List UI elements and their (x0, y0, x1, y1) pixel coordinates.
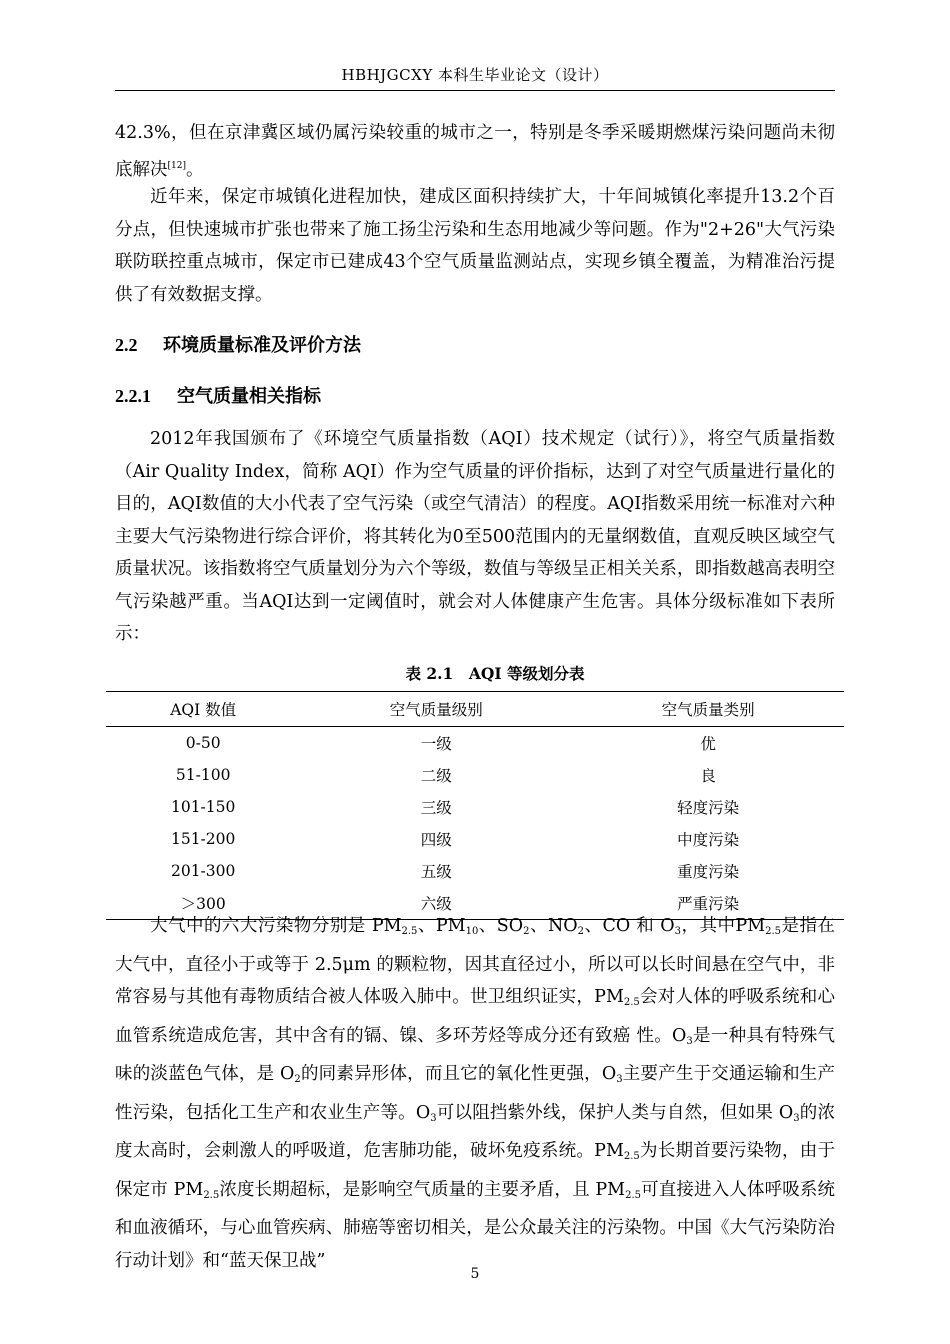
p4-text: 的同素异形体，而且它的氧化性更强，O (300, 1064, 617, 1084)
subscript: 3 (616, 1074, 623, 1085)
cell-level: 四级 (420, 831, 452, 849)
p4-text: 是一种具有特殊气味的淡蓝色气体，是 O (115, 1025, 835, 1084)
p4-text: 主要产生于交通运输和生产性污染，包括化工生产和农业生产等。O (115, 1064, 835, 1123)
paragraph-4 (115, 910, 835, 1277)
p4-text: 、CO 和 O (584, 916, 675, 936)
cell-aqi-range: 201-300 (170, 862, 236, 880)
cell-level: 二级 (420, 767, 452, 785)
p4-text: 、NO (529, 916, 578, 936)
p4-text: 的浓度太高时，会刺激人的呼吸道，危害肺功能，破坏免疫系统。PM (115, 1102, 835, 1161)
subscript: 2.5 (401, 926, 418, 937)
p4-text: 大气中的六大污染物分别是 PM (150, 916, 402, 936)
p4-text: 为长期首要污染物，由于保定市 PM (115, 1141, 835, 1200)
subscript: 3 (674, 926, 681, 937)
section-number: 2.2 (115, 335, 138, 355)
paragraph-3: 2012年我国颁布了《环境空气质量指数（AQI）技术规定（试行）》，将空气质量指数（Air Quality Index，简称 AQI）作为空气质量的评价指标，达到了对空气质量进行量化的目的，AQI数值的大小代表了空气污染（或空气清洁）的程度。AQI指数采用统一标准对六种主要大气污染物进行综合评价，将其转化为0至500范围内的无量纲数值，直观反映区域空气质量状况。该指数将空气质量划分为六个等级，数值与等级呈正相关关系，即指数越高表明空气污染越严重。当AQI达到一定阈值时，就会对人体健康产生危害。具体分级标准如下表所示： (115, 429, 835, 644)
header-quality-category: 空气质量类别 (572, 692, 844, 727)
cell-aqi-range: 51-100 (175, 766, 231, 784)
cell-category: 严重污染 (572, 887, 844, 920)
subscript: 2.5 (625, 1189, 642, 1201)
subscript: 2.5 (765, 926, 782, 937)
paragraph-2: 近年来，保定市城镇化进程加快，建成区面积持续扩大，十年间城镇化率提升13.2个百分点，但快速城市扩张也带来了施工扬尘污染和生态用地减少等问题。作为"2+26"大气污染联防联控重点城市，保定市已建成43个空气质量监测站点，实现乡镇全覆盖，为精准治污提供了有效数据支撑。 (115, 187, 835, 305)
cell-category: 优 (700, 735, 716, 753)
subscript: 3 (686, 1035, 693, 1047)
table-row (106, 759, 844, 791)
subscript: 2 (294, 1074, 301, 1085)
cell-level: 六级 (300, 887, 572, 920)
subscript: 3 (793, 1112, 800, 1124)
subscript: 2 (577, 926, 584, 937)
citation-12: [12] (167, 160, 186, 171)
subscript: 2.5 (623, 997, 640, 1008)
aqi-table (106, 691, 844, 920)
section-title: 环境质量标准及评价方法 (163, 335, 361, 356)
cell-aqi-range: ＞300 (106, 887, 300, 920)
p4-text: ，其中PM (681, 916, 766, 936)
table-row (106, 855, 844, 887)
subscript: 2 (523, 926, 530, 937)
table-row (106, 823, 844, 855)
header-aqi-value: AQI 数值 (106, 692, 300, 727)
cell-category: 中度污染 (677, 831, 740, 849)
header-rule (115, 90, 835, 91)
p4-text: 、SO (478, 916, 524, 936)
running-header: HBHJGCXY 本科生毕业论文（设计） (341, 66, 609, 84)
p4-text: 是指在大气中，直径小于或等于 2.5μm 的颗粒物，因其直径过小，所以可以长时间悬在空气中，非常容易与其他有毒物质结合被人体吸入肺中。世卫组织证实，PM (115, 916, 835, 1007)
table-row (106, 727, 844, 760)
paragraph-1 (115, 117, 835, 186)
cell-category: 良 (700, 767, 716, 785)
subsection-number: 2.2.1 (115, 386, 151, 406)
subscript: 3 (430, 1112, 437, 1124)
subscript: 2.5 (623, 1151, 640, 1162)
header-quality-level: 空气质量级别 (300, 692, 572, 727)
cell-aqi-range: 101-150 (170, 798, 236, 816)
section-heading (115, 331, 361, 357)
cell-category: 轻度污染 (677, 799, 740, 817)
table-row (106, 791, 844, 823)
subscript: 10 (465, 926, 479, 937)
subscript: 2.5 (203, 1189, 220, 1201)
page-number: 5 (470, 1266, 480, 1282)
cell-category: 重度污染 (677, 863, 740, 881)
paragraph-1-end: 。 (185, 159, 204, 180)
subsection-title: 空气质量相关指标 (177, 386, 321, 407)
p4-text: 会对人体的呼吸系统和心血管系统造成危害，其中含有的镉、镍、多环芳烃等成分还有致癌 性。O (115, 987, 835, 1046)
cell-level: 三级 (420, 799, 452, 817)
p4-text: 浓度长期超标，是影响空气质量的主要矛盾，且 PM (219, 1179, 626, 1200)
table-header-row (106, 692, 844, 727)
p4-text: 可直接进入人体呼吸系统和血液循环，与心血管疾病、肺癌等密切相关，是公众最关注的污染物。中国《大气污染防治行动计划》和“蓝天保卫战” (115, 1179, 836, 1271)
p4-text: 、PM (417, 916, 466, 936)
cell-aqi-range: 0-50 (185, 734, 221, 752)
paragraph-1-text: 42.3%，但在京津冀区域仍属污染较重的城市之一，特别是冬季采暖期燃煤污染问题尚未彻底解决 (115, 123, 835, 180)
cell-level: 五级 (420, 863, 452, 881)
table-caption: 表 2.1 AQI 等级划分表 (405, 664, 585, 683)
cell-aqi-range: 151-200 (170, 830, 236, 848)
subsection-heading (115, 382, 321, 408)
p4-text: 可以阻挡紫外线，保护人类与自然，但如果 O (436, 1102, 794, 1123)
cell-level: 一级 (420, 735, 452, 753)
